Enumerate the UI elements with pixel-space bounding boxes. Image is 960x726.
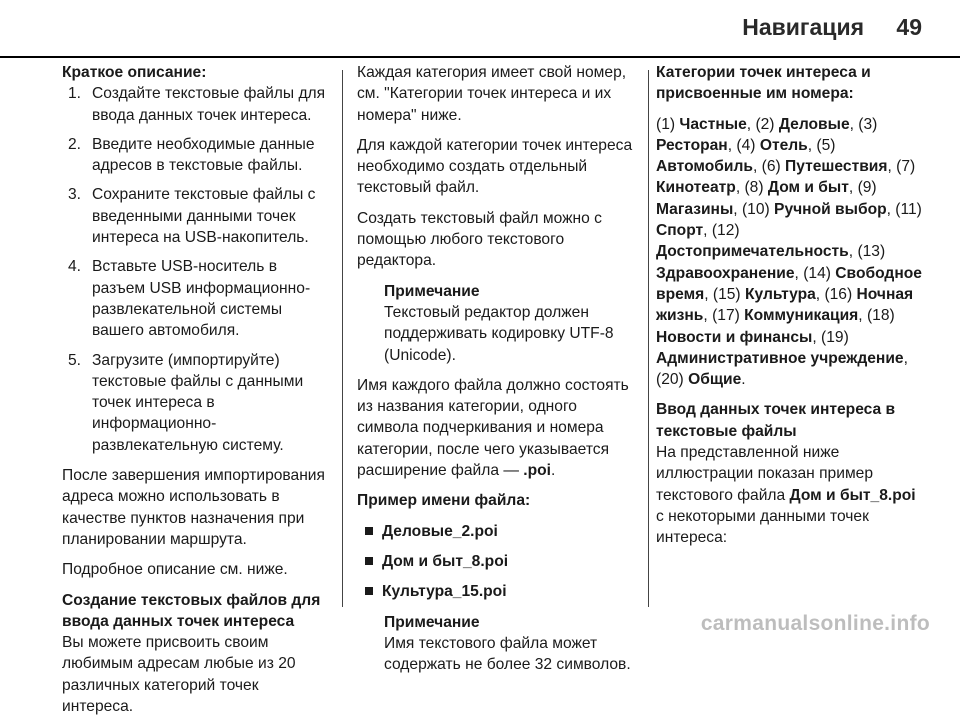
note-heading: Примечание bbox=[384, 613, 480, 631]
note-block bbox=[357, 612, 637, 676]
section-heading: Создание текстовых файлов для ввода данных точек интереса bbox=[62, 591, 321, 630]
paragraph: После завершения импортирования адреса можно использовать в качестве пунктов назначения при планировании маршрута. bbox=[62, 467, 325, 548]
column-divider-1 bbox=[342, 70, 343, 607]
list-item: Культура_15.poi bbox=[357, 581, 637, 602]
summary-heading: Краткое описание: bbox=[62, 64, 207, 81]
page-header-title: Навигация bbox=[742, 14, 864, 40]
column-divider-2 bbox=[648, 70, 649, 607]
list-item: 2. Введите необходимые данные адресов в текстовые файлы. bbox=[68, 135, 315, 175]
file-extension: .poi bbox=[523, 462, 552, 480]
bullet-square-icon bbox=[365, 587, 373, 595]
list-item: 5. Загрузите (импортируйте) текстовые файлы с данными точек интереса в информационно-развлекательную систему. bbox=[68, 351, 304, 454]
section-heading: Категории точек интереса и присвоенные им номера: bbox=[656, 64, 871, 103]
paragraph: Вы можете присвоить своим любимым адресам любые из 20 различных категорий точек интереса. bbox=[62, 634, 296, 716]
categories-paragraph: (1) Частные, (2) Деловые, (3) Ресторан, (4) Отель, (5) Автомобиль, (6) Путешествия, (7) Кинотеатр, (8) Дом и быт, (9) Магазины, (10) Ручной выбор, (11) Спорт, (12) Достопримечательность, (13) Здравоохранение, (14) Свободное время, (15) Культура, (16) Ночная жизнь, (17) Коммуникация, (18) Новости и финансы, (19) Административное учреждение, (20) Общие. bbox=[656, 115, 922, 389]
list-item: Дом и быт_8.poi bbox=[357, 551, 637, 572]
paragraph: Имя каждого файла должно состоять из названия категории, одного символа подчеркивания и номера категории, после чего указывается расширение файла — .poi. bbox=[357, 376, 629, 480]
paragraph: Каждая категория имеет свой номер, см. "Категории точек интереса и их номера" ниже. bbox=[357, 64, 627, 124]
note-heading: Примечание bbox=[384, 282, 480, 300]
paragraph: Создать текстовый файл можно с помощью любого текстового редактора. bbox=[357, 209, 602, 270]
note-text: Текстовый редактор должен поддерживать кодировку UTF-8 (Unicode). bbox=[384, 303, 614, 364]
paragraph: Для каждой категории точек интереса необходимо создать отдельный текстовый файл. bbox=[357, 136, 633, 197]
list-item: 1. Создайте текстовые файлы для ввода данных точек интереса. bbox=[68, 85, 326, 124]
section-heading: Ввод данных точек интереса в текстовые файлы bbox=[656, 401, 896, 440]
watermark: carmanualsonline.info bbox=[700, 612, 930, 635]
header-rule bbox=[0, 56, 960, 58]
list-item: 3. Сохраните текстовые файлы с введенными данными точек интереса на USB-накопитель. bbox=[68, 186, 316, 247]
examples-list bbox=[357, 521, 637, 603]
bullet-square-icon bbox=[365, 557, 373, 565]
column-1 bbox=[62, 62, 332, 726]
paragraph: Подробное описание см. ниже. bbox=[62, 561, 288, 579]
examples-heading: Пример имени файла: bbox=[357, 492, 531, 510]
column-3 bbox=[656, 62, 926, 558]
file-name: Дом и быт_8.poi bbox=[789, 486, 916, 504]
list-item: 4. Вставьте USB-носитель в разъем USB информационно-развлекательной системы вашего автомобиля. bbox=[68, 258, 311, 340]
page-number: 49 bbox=[896, 14, 922, 40]
steps-list bbox=[62, 83, 332, 456]
list-item: Деловые_2.poi bbox=[357, 521, 637, 542]
note-block bbox=[357, 281, 637, 366]
column-2 bbox=[357, 62, 637, 684]
bullet-square-icon bbox=[365, 527, 373, 535]
note-text: Имя текстового файла может содержать не более 32 символов. bbox=[384, 634, 631, 674]
paragraph: На представленной ниже иллюстрации показан пример текстового файла Дом и быт_8.poi с некоторыми данными точек интереса: bbox=[656, 444, 916, 547]
